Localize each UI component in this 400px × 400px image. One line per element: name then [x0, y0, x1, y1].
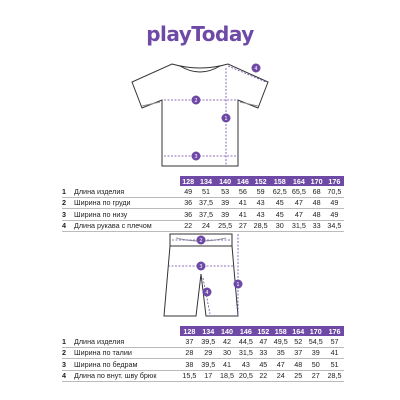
cell: 41 [325, 347, 344, 359]
cell: 41 [218, 359, 237, 371]
row-number: 1 [62, 186, 74, 197]
size-header: 134 [196, 176, 215, 186]
table-row [62, 347, 344, 359]
cell: 29 [199, 347, 218, 359]
cell: 37 [180, 336, 199, 347]
table-row [62, 359, 344, 371]
cell: 31,5 [289, 220, 308, 232]
cell: 48 [308, 197, 324, 209]
tshirt-diagram [0, 56, 400, 176]
cell: 17 [199, 370, 218, 382]
cell: 36 [180, 209, 196, 221]
row-label: Длина рукава с плечом [74, 220, 180, 232]
cell: 18,5 [218, 370, 237, 382]
row-number: 4 [62, 370, 74, 382]
cell: 28 [180, 347, 199, 359]
cell: 34,5 [325, 220, 344, 232]
size-header: 158 [270, 176, 289, 186]
cell: 54,5 [306, 336, 325, 347]
cell: 24 [196, 220, 215, 232]
cell: 33 [308, 220, 324, 232]
tshirt-size-header [62, 176, 344, 186]
row-label: Длина по внут. шву брюк [74, 370, 180, 382]
size-header: 176 [325, 176, 344, 186]
size-header: 164 [290, 326, 306, 336]
row-label: Ширина по низу [74, 209, 180, 221]
cell: 37 [290, 347, 306, 359]
cell: 41 [235, 197, 251, 209]
size-header: 146 [236, 326, 255, 336]
cell: 45 [270, 197, 289, 209]
shorts-marker-1: 1 [236, 282, 240, 288]
cell: 28,5 [251, 220, 270, 232]
row-number: 3 [62, 209, 74, 221]
cell: 22 [180, 220, 196, 232]
cell: 43 [236, 359, 255, 371]
cell: 52 [290, 336, 306, 347]
cell: 30 [270, 220, 289, 232]
cell: 33 [255, 347, 271, 359]
cell: 15,5 [180, 370, 199, 382]
table-row [62, 197, 344, 209]
shorts-outline [164, 234, 238, 316]
size-header: 134 [199, 326, 218, 336]
cell: 48 [308, 209, 324, 221]
cell: 39,5 [199, 359, 218, 371]
tshirt-marker-2: 2 [194, 98, 198, 104]
cell: 49 [325, 197, 344, 209]
cell: 47 [289, 209, 308, 221]
size-header: 128 [180, 176, 196, 186]
header-blank [74, 326, 180, 336]
cell: 44,5 [236, 336, 255, 347]
cell: 59 [251, 186, 270, 197]
cell: 30 [218, 347, 237, 359]
cell: 51 [325, 359, 344, 371]
cell: 24 [271, 370, 290, 382]
table-row [62, 186, 344, 197]
size-header: 164 [289, 176, 308, 186]
header-blank [74, 176, 180, 186]
cell: 25,5 [216, 220, 235, 232]
row-label: Ширина по груди [74, 197, 180, 209]
row-label: Ширина по талии [74, 347, 180, 359]
tshirt-outline [132, 64, 268, 166]
cell: 39 [216, 209, 235, 221]
table-row [62, 336, 344, 347]
cell: 42 [218, 336, 237, 347]
cell: 47 [289, 197, 308, 209]
tshirt-marker-4: 4 [254, 66, 258, 72]
size-header: 152 [251, 176, 270, 186]
tshirt-size-table [62, 176, 344, 232]
cell: 22 [255, 370, 271, 382]
cell: 39 [306, 347, 325, 359]
cell: 47 [255, 336, 271, 347]
cell: 35 [271, 347, 290, 359]
cell: 51 [196, 186, 215, 197]
size-header: 140 [216, 176, 235, 186]
cell: 27 [235, 220, 251, 232]
cell: 45 [255, 359, 271, 371]
row-number: 1 [62, 336, 74, 347]
cell: 25 [290, 370, 306, 382]
cell: 57 [325, 336, 344, 347]
brand-logo: playToday [146, 22, 254, 46]
tshirt-measure-lines [164, 66, 266, 166]
cell: 48 [290, 359, 306, 371]
cell: 62,5 [270, 186, 289, 197]
shorts-marker-3: 3 [199, 264, 203, 270]
header-blank [62, 326, 74, 336]
size-header: 170 [308, 176, 324, 186]
row-number: 2 [62, 347, 74, 359]
size-header: 146 [235, 176, 251, 186]
row-label: Длина изделия [74, 186, 180, 197]
cell: 20,5 [236, 370, 255, 382]
cell: 47 [271, 359, 290, 371]
cell: 50 [306, 359, 325, 371]
size-header: 128 [180, 326, 199, 336]
row-number: 4 [62, 220, 74, 232]
row-number: 2 [62, 197, 74, 209]
cell: 41 [235, 209, 251, 221]
cell: 45 [270, 209, 289, 221]
cell: 27 [306, 370, 325, 382]
cell: 39,5 [199, 336, 218, 347]
row-label: Ширина по бедрам [74, 359, 180, 371]
cell: 36 [180, 197, 196, 209]
size-header: 152 [255, 326, 271, 336]
cell: 70,5 [325, 186, 344, 197]
cell: 65,5 [289, 186, 308, 197]
shorts-size-table [62, 326, 344, 382]
cell: 43 [251, 197, 270, 209]
table-row [62, 209, 344, 221]
shorts-markers [197, 236, 243, 297]
row-label: Длина изделия [74, 336, 180, 347]
table-row [62, 370, 344, 382]
cell: 39 [216, 197, 235, 209]
tshirt-marker-1: 1 [224, 116, 228, 122]
row-number: 3 [62, 359, 74, 371]
cell: 68 [308, 186, 324, 197]
cell: 49,5 [271, 336, 290, 347]
shorts-marker-2: 2 [199, 238, 203, 244]
size-header: 158 [271, 326, 290, 336]
shorts-marker-4: 4 [205, 290, 209, 296]
cell: 56 [235, 186, 251, 197]
shorts-size-header [62, 326, 344, 336]
header-blank [62, 176, 74, 186]
cell: 37,5 [196, 209, 215, 221]
size-header: 140 [218, 326, 237, 336]
cell: 28,5 [325, 370, 344, 382]
cell: 31,5 [236, 347, 255, 359]
size-header: 170 [306, 326, 325, 336]
cell: 37,5 [196, 197, 215, 209]
shorts-diagram [0, 230, 400, 320]
size-header: 176 [325, 326, 344, 336]
cell: 49 [325, 209, 344, 221]
cell: 38 [180, 359, 199, 371]
tshirt-marker-3: 3 [194, 154, 198, 160]
cell: 53 [216, 186, 235, 197]
cell: 43 [251, 209, 270, 221]
cell: 49 [180, 186, 196, 197]
